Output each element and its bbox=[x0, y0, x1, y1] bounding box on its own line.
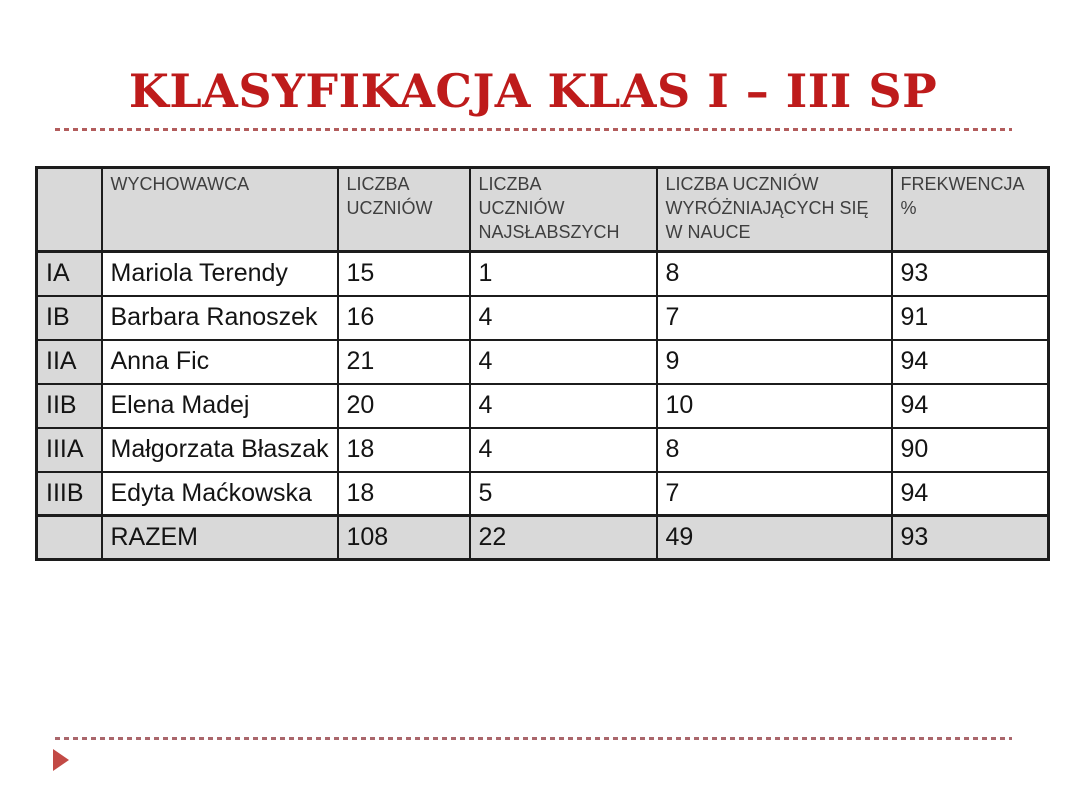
class-label-cell: IIB bbox=[37, 384, 102, 428]
weakest-cell: 5 bbox=[470, 472, 657, 516]
header-cell-wyrozniajacych bbox=[657, 168, 892, 252]
class-label-cell bbox=[37, 516, 102, 560]
distinguished-cell: 7 bbox=[657, 296, 892, 340]
weakest-total-cell: 22 bbox=[470, 516, 657, 560]
total-label-cell: RAZEM bbox=[102, 516, 338, 560]
header-label: LICZBA UCZNIÓW bbox=[346, 174, 433, 218]
table-row bbox=[37, 340, 1049, 384]
weakest-cell: 4 bbox=[470, 428, 657, 472]
distinguished-total-cell: 49 bbox=[657, 516, 892, 560]
classification-table bbox=[35, 166, 1050, 561]
weakest-cell: 4 bbox=[470, 384, 657, 428]
attendance-cell: 90 bbox=[892, 428, 1049, 472]
header-label: LICZBA UCZNIÓW WYRÓŻNIAJĄCYCH SIĘ W NAUCE bbox=[665, 174, 869, 242]
attendance-cell: 94 bbox=[892, 384, 1049, 428]
teacher-cell: Anna Fic bbox=[102, 340, 338, 384]
class-label-cell: IA bbox=[37, 252, 102, 296]
teacher-cell: Małgorzata Błaszak bbox=[102, 428, 338, 472]
play-triangle-icon bbox=[53, 749, 69, 771]
weakest-cell: 4 bbox=[470, 296, 657, 340]
attendance-cell: 94 bbox=[892, 340, 1049, 384]
distinguished-cell: 10 bbox=[657, 384, 892, 428]
page-title: KLASYFIKACJA KLAS I – III SP bbox=[128, 64, 938, 118]
distinguished-cell: 8 bbox=[657, 428, 892, 472]
teacher-cell: Barbara Ranoszek bbox=[102, 296, 338, 340]
table-row bbox=[37, 472, 1049, 516]
header-label: FREKWENCJA % bbox=[900, 174, 1024, 218]
header-label: LICZBA UCZNIÓW NAJSŁABSZYCH bbox=[478, 174, 620, 242]
header-cell-class bbox=[37, 168, 102, 252]
students-total-cell: 108 bbox=[338, 516, 470, 560]
footer-divider bbox=[55, 737, 1012, 740]
weakest-cell: 1 bbox=[470, 252, 657, 296]
teacher-cell: Edyta Maćkowska bbox=[102, 472, 338, 516]
table-row bbox=[37, 296, 1049, 340]
attendance-total-cell: 93 bbox=[892, 516, 1049, 560]
teacher-cell: Mariola Terendy bbox=[102, 252, 338, 296]
students-cell: 15 bbox=[338, 252, 470, 296]
attendance-cell: 94 bbox=[892, 472, 1049, 516]
table-total-row bbox=[37, 516, 1049, 560]
class-label-cell: IB bbox=[37, 296, 102, 340]
attendance-cell: 91 bbox=[892, 296, 1049, 340]
students-cell: 18 bbox=[338, 428, 470, 472]
teacher-cell: Elena Madej bbox=[102, 384, 338, 428]
table-row bbox=[37, 428, 1049, 472]
title-divider bbox=[55, 128, 1012, 131]
attendance-cell: 93 bbox=[892, 252, 1049, 296]
distinguished-cell: 8 bbox=[657, 252, 892, 296]
table-row bbox=[37, 384, 1049, 428]
students-cell: 21 bbox=[338, 340, 470, 384]
header-cell-wychowawca bbox=[102, 168, 338, 252]
students-cell: 20 bbox=[338, 384, 470, 428]
distinguished-cell: 7 bbox=[657, 472, 892, 516]
class-label-cell: IIIA bbox=[37, 428, 102, 472]
header-cell-liczba-uczniow bbox=[338, 168, 470, 252]
header-cell-najslabszych bbox=[470, 168, 657, 252]
header-cell-frekwencja bbox=[892, 168, 1049, 252]
table-header-row bbox=[37, 168, 1049, 252]
class-label-cell: IIA bbox=[37, 340, 102, 384]
weakest-cell: 4 bbox=[470, 340, 657, 384]
header-label: WYCHOWAWCA bbox=[110, 174, 250, 194]
table-row bbox=[37, 252, 1049, 296]
class-label-cell: IIIB bbox=[37, 472, 102, 516]
students-cell: 16 bbox=[338, 296, 470, 340]
distinguished-cell: 9 bbox=[657, 340, 892, 384]
students-cell: 18 bbox=[338, 472, 470, 516]
